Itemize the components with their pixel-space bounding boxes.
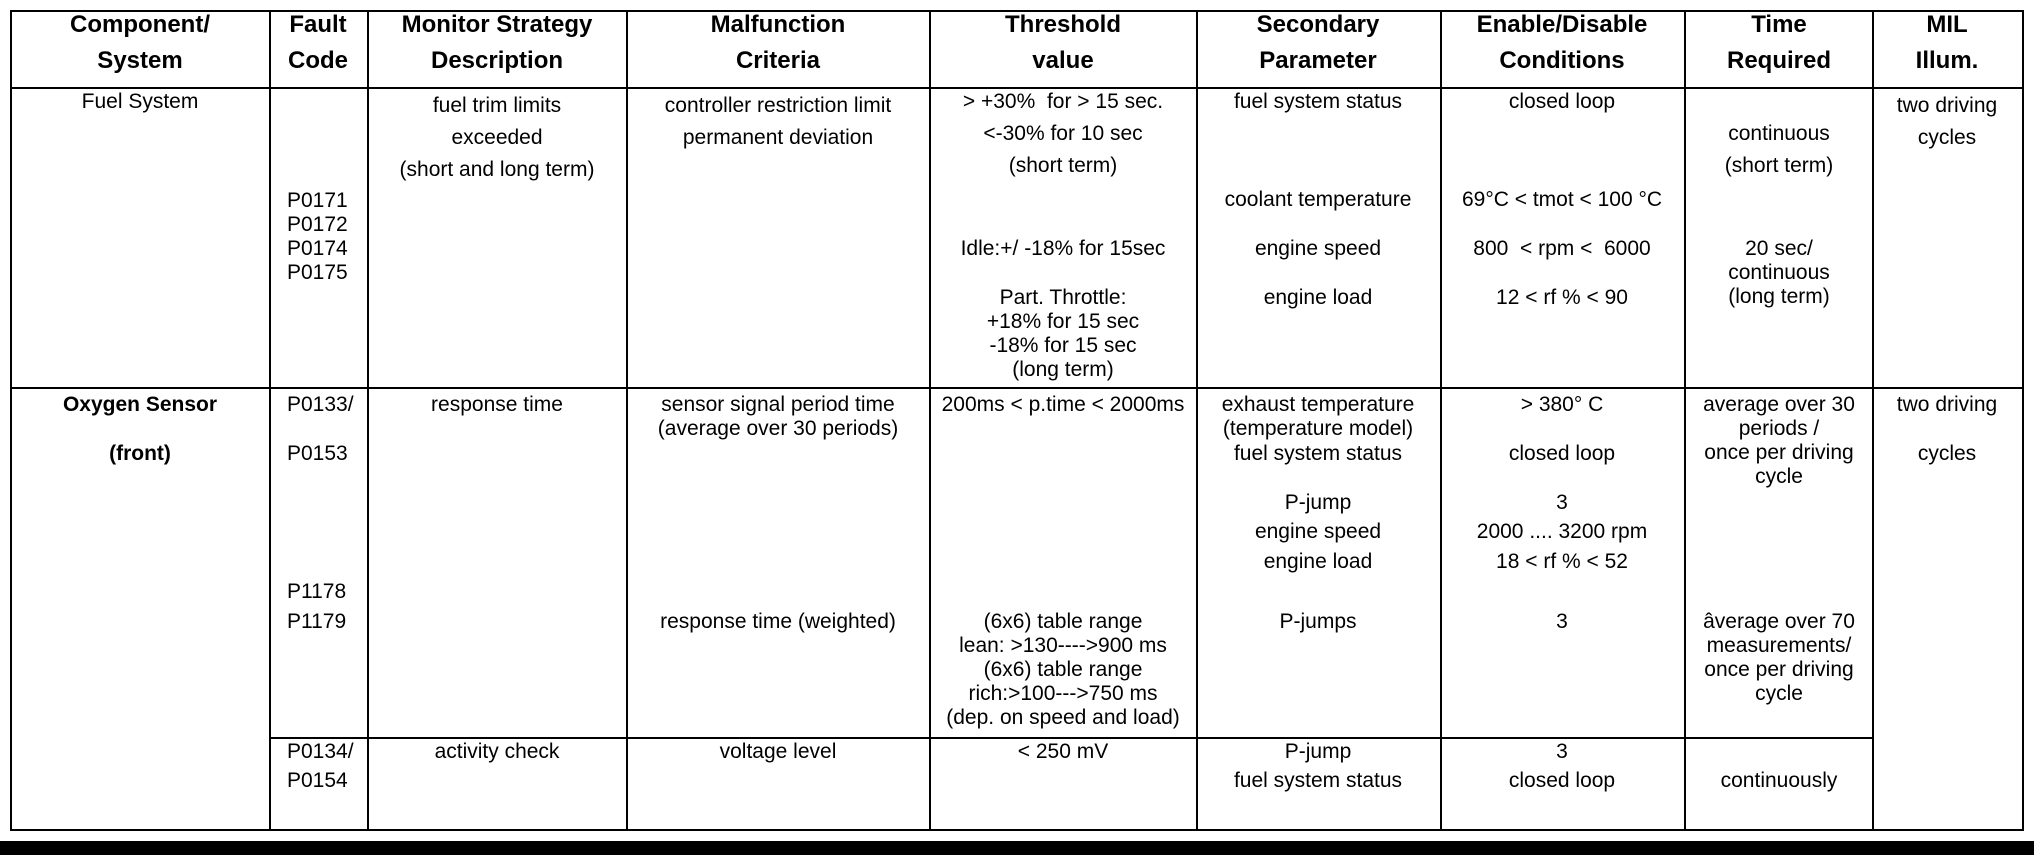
column-border [2022, 10, 2024, 831]
oxygen-mil-illum-cycles: cycles [1917, 442, 1977, 465]
fuel-time-short-term: (short term) [1724, 154, 1834, 177]
oxygen-secondary-exhaust: exhaust temperature (temperature model) [1221, 393, 1415, 440]
fuel-threshold-part-throttle: Part. Throttle: +18% for 15 sec -18% for 15 sec (long term) [986, 286, 1140, 381]
column-border [626, 10, 628, 831]
oxygen-mil-illum: two driving [1896, 393, 1998, 416]
page-footer-rule [0, 841, 2034, 855]
column-border [1872, 10, 1874, 831]
header-component-system: Component/ System [70, 11, 210, 74]
column-border [1196, 10, 1198, 831]
header-bottom-border [10, 87, 2024, 89]
fuel-fault-codes: P0171 P0172 P0174 P0175 [287, 189, 348, 284]
fuel-condition-speed: 800 < rpm < 6000 [1473, 237, 1651, 260]
header-threshold-value: Threshold value [1004, 11, 1122, 74]
oxygen-component: Oxygen Sensor [62, 393, 218, 416]
column-border [367, 10, 369, 831]
oxygen-component-position: (front) [109, 442, 171, 465]
column-border [929, 10, 931, 831]
activity-threshold: < 250 mV [1017, 740, 1109, 763]
fuel-malfunction-criteria: controller restriction limit permanent deviation [664, 94, 892, 149]
header-malfunction-criteria: Malfunction Criteria [710, 11, 846, 74]
activity-condition-pjump: 3 [1556, 740, 1568, 763]
oxygen-condition-load: 18 < rf % < 52 [1496, 550, 1628, 573]
activity-fault-a: P0134/ [287, 740, 354, 763]
fuel-secondary-speed: engine speed [1254, 237, 1382, 260]
fuel-threshold-b: <-30% for 10 sec [983, 122, 1143, 145]
activity-malfunction-criteria: voltage level [719, 740, 837, 763]
fuel-row-bottom-border [10, 387, 2024, 389]
oxygen-monitor-description: response time [431, 393, 563, 416]
activity-secondary-pjump: P-jump [1284, 740, 1352, 763]
fuel-condition-load: 12 < rf % < 90 [1496, 286, 1628, 309]
oxygen-fault-b: P0153 [287, 442, 348, 465]
table-bottom-border [10, 829, 2024, 831]
oxygen-condition-loop: closed loop [1508, 442, 1616, 465]
header-fault-code: Fault Code [288, 11, 348, 74]
oxygen-secondary-pjump: P-jump [1284, 491, 1352, 514]
activity-time-required: continuously [1720, 769, 1838, 792]
header-mil-illum: MIL Illum. [1915, 11, 1979, 74]
oxygen-condition-pjump: 3 [1556, 491, 1568, 514]
oxygen-threshold-table: (6x6) table range lean: >130---->900 ms (6x6) table range rich:>100--->750 ms (dep. on speed and load) [946, 610, 1180, 729]
column-border [1440, 10, 1442, 831]
fuel-threshold-idle: Idle:+/ -18% for 15sec [960, 237, 1166, 260]
column-border [10, 10, 12, 831]
fuel-time-long-term: 20 sec/ continuous (long term) [1728, 237, 1830, 308]
oxygen-fault-d: P1179 [287, 610, 347, 633]
oxygen-secondary-load: engine load [1263, 550, 1373, 573]
column-border [269, 10, 271, 831]
oxygen-condition-speed: 2000 .... 3200 rpm [1476, 520, 1648, 543]
oxygen-time-period: average over 30 periods / once per driving cycle [1703, 393, 1855, 488]
column-border [1684, 10, 1686, 831]
fuel-time-continuous: continuous [1728, 122, 1830, 145]
oxygen-secondary-pjumps: P-jumps [1279, 610, 1357, 633]
oxygen-fault-c: P1178 [287, 580, 347, 603]
header-monitor-strategy: Monitor Strategy Description [401, 11, 593, 74]
fuel-mil-illum: two driving cycles [1896, 94, 1998, 149]
oxygen-condition-pjumps: 3 [1556, 610, 1568, 633]
oxygen-row-divider [269, 737, 1874, 739]
oxygen-condition-exhaust: > 380° C [1520, 393, 1604, 416]
fuel-threshold-a: > +30% for > 15 sec. [962, 90, 1164, 113]
oxygen-secondary-speed: engine speed [1254, 520, 1382, 543]
fuel-condition-loop: closed loop [1508, 90, 1616, 113]
oxygen-malfunction-response: response time (weighted) [660, 610, 896, 633]
header-secondary-parameter: Secondary Parameter [1256, 11, 1380, 74]
oxygen-secondary-status: fuel system status [1233, 442, 1403, 465]
oxygen-malfunction-period: sensor signal period time (average over 30 periods) [657, 393, 899, 440]
fuel-secondary-coolant: coolant temperature [1224, 188, 1412, 211]
fuel-threshold-c: (short term) [1008, 154, 1118, 177]
header-enable-disable: Enable/Disable Conditions [1476, 11, 1648, 74]
oxygen-threshold-period: 200ms < p.time < 2000ms [941, 393, 1185, 416]
fuel-component: Fuel System [81, 90, 199, 113]
fuel-secondary-load: engine load [1263, 286, 1373, 309]
activity-secondary-status: fuel system status [1233, 769, 1403, 792]
fuel-secondary-status: fuel system status [1233, 90, 1403, 113]
fuel-monitor-description: fuel trim limits exceeded (short and long term) [399, 94, 595, 181]
oxygen-time-measurements: âverage over 70 measurements/ once per driving cycle [1703, 610, 1855, 705]
fuel-condition-coolant: 69°C < tmot < 100 °C [1461, 188, 1663, 211]
oxygen-fault-a: P0133/ [287, 393, 354, 416]
activity-fault-b: P0154 [287, 769, 348, 792]
activity-condition-loop: closed loop [1508, 769, 1616, 792]
header-time-required: Time Required [1726, 11, 1832, 74]
activity-monitor-description: activity check [434, 740, 560, 763]
